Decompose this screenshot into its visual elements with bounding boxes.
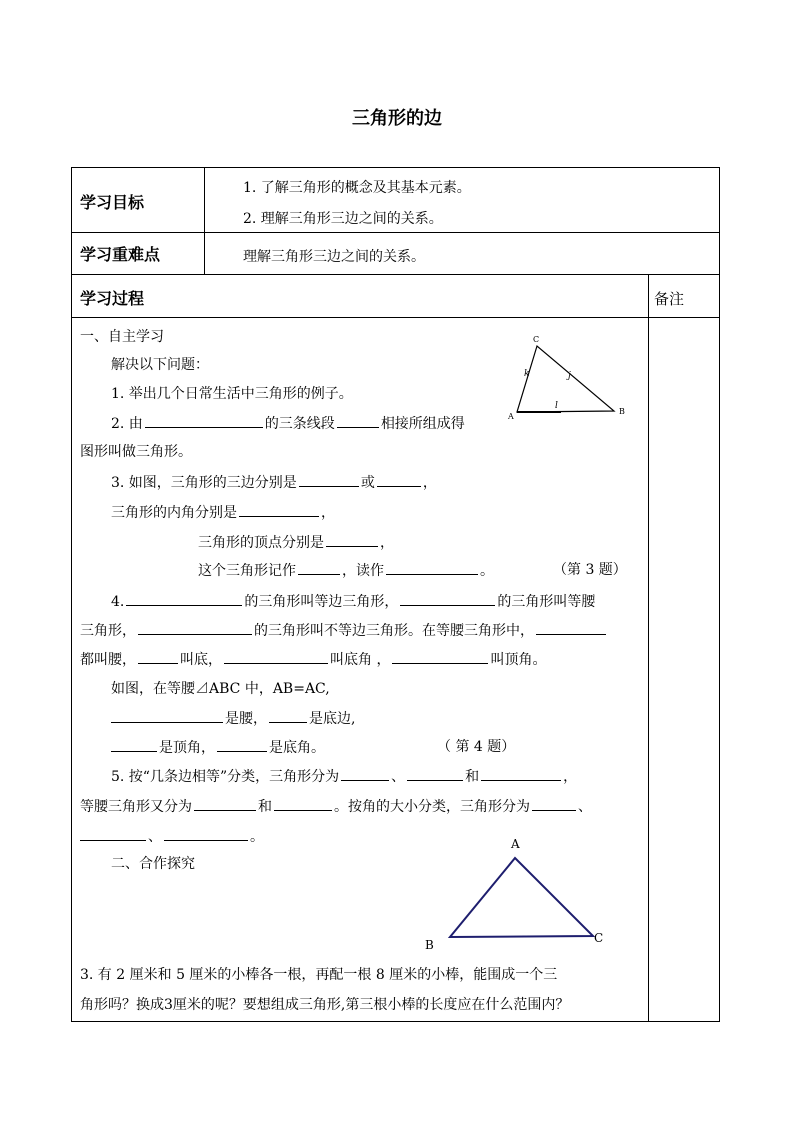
question-3-line3: 三角形的顶点分别是 ，	[198, 535, 394, 551]
question-4-line6: 是顶角， 是底角。	[111, 738, 325, 757]
question-4-caption: （ 第 4 题）	[437, 739, 516, 755]
figure-2-triangle-shape	[450, 858, 593, 937]
question-4-line2: 三角形， 的三角形叫不等边三角形。在等腰三角形中，	[80, 621, 608, 640]
question-4-line3: 都叫腰， 叫底， 叫底角 ， 叫顶角。	[80, 652, 547, 668]
question-1: 1. 举出几个日常生活中三角形的例子。	[111, 386, 353, 402]
key-points-label: 学习重难点	[80, 245, 161, 264]
figure-2-triangle	[71, 167, 720, 1022]
figure-1-label-l: l	[555, 401, 558, 411]
question-2-line1: 2. 由 的三条线段 相接所组成得	[111, 416, 465, 432]
figure-2-label-b: B	[425, 938, 434, 952]
question-5-line3: 、 。	[80, 827, 264, 846]
study-table	[71, 167, 720, 1022]
question-2-line2: 图形叫做三角形。	[80, 444, 192, 460]
objectives-label: 学习目标	[80, 193, 145, 212]
figure-1-label-j: j	[568, 371, 571, 381]
figure-1-label-b: B	[619, 407, 625, 416]
objective-item-2: 2. 理解三角形三边之间的关系。	[243, 211, 443, 227]
question-4-line4: 如图，在等腰⊿ABC 中，AB=AC,	[111, 681, 330, 697]
figure-1-label-c: C	[533, 335, 540, 344]
question-3-line4: 这个三角形记作 ，读作 。	[198, 563, 494, 579]
key-points-text: 理解三角形三边之间的关系。	[243, 249, 425, 265]
question-3-line1: 3. 如图，三角形的三边分别是 或 ，	[111, 475, 437, 491]
figure-2-label-c: C	[594, 931, 604, 945]
question-5-line2: 等腰三角形又分为 和 。按角的大小分类，三角形分为 、	[80, 799, 592, 815]
question-4-line5: 是腰， 是底边,	[111, 709, 355, 728]
section1-intro: 解决以下问题：	[111, 357, 209, 373]
section1-heading: 一、自主学习	[80, 329, 164, 345]
objective-item-1: 1. 了解三角形的概念及其基本元素。	[243, 180, 471, 196]
question-6-line1: 3. 有 2 厘米和 5 厘米的小棒各一根，再配一根 8 厘米的小棒，能围成一个三	[80, 967, 558, 983]
process-label: 学习过程	[80, 289, 145, 308]
question-4-line1: 4. 的三角形叫等边三角形， 的三角形叫等腰	[111, 594, 596, 610]
figure-2-label-a: A	[511, 837, 520, 851]
notes-label: 备注	[654, 290, 685, 308]
question-6-line2: 角形吗？换成3厘米的呢？要想组成三角形,第三根小棒的长度应在什么范围内？	[80, 997, 570, 1013]
question-5-line1: 5. 按“几条边相等”分类，三角形分为 、 和 ，	[111, 769, 578, 785]
question-3-line2: 三角形的内角分别是 ，	[111, 505, 335, 521]
figure-1-label-a: A	[508, 412, 514, 421]
figure-1-label-k: k	[524, 369, 530, 379]
page-title: 三角形的边	[352, 108, 442, 129]
question-3-caption: （第 3 题）	[553, 562, 627, 578]
section2-heading: 二、合作探究	[111, 856, 195, 872]
